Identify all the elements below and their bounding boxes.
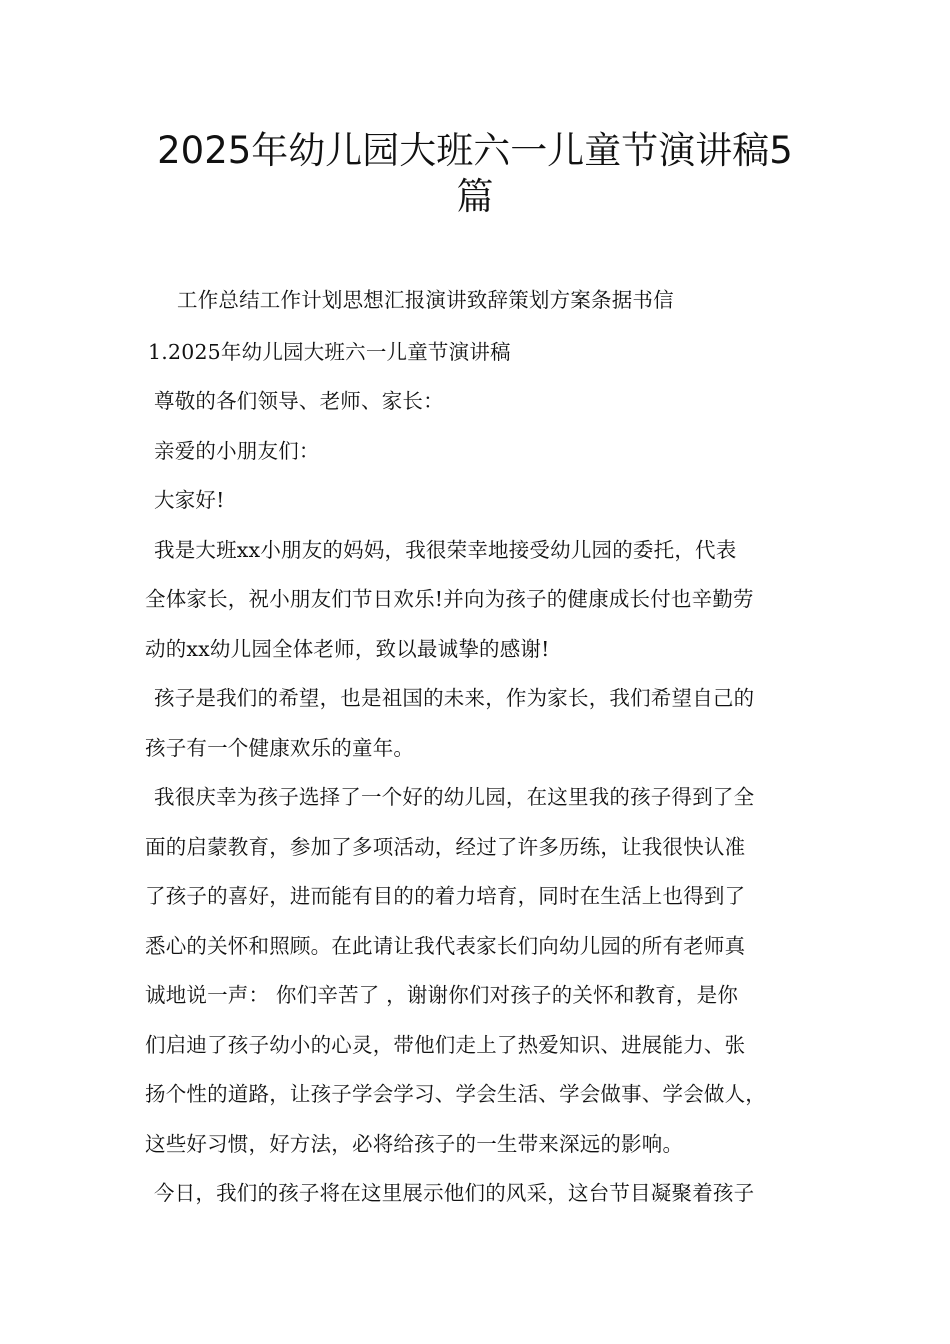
title-line-1: 2025年幼儿园大班六一儿童节演讲稿5 — [157, 129, 793, 172]
paragraph-line: 我很庆幸为孩子选择了一个好的幼儿园，在这里我的孩子得到了全 — [154, 785, 755, 809]
title-line-2: 篇 — [456, 175, 494, 218]
paragraph-line: 尊敬的各们领导、老师、家长： — [154, 389, 444, 413]
section-heading: 1.2025年幼儿园大班六一儿童节演讲稿 — [148, 340, 511, 364]
paragraph-line: 我是大班xx小朋友的妈妈，我很荣幸地接受幼儿园的委托，代表 — [154, 538, 737, 562]
paragraph-line: 们启迪了孩子幼小的心灵，带他们走上了热爱知识、进展能力、张 — [145, 1033, 746, 1057]
paragraph-line: 大家好! — [154, 488, 225, 512]
paragraph-line: 诚地说一声： 你们辛苦了 ，谢谢你们对孩子的关怀和教育，是你 — [145, 983, 739, 1007]
paragraph-line: 了孩子的喜好，进而能有目的的着力培育，同时在生活上也得到了 — [145, 884, 746, 908]
category-line: 工作总结工作计划思想汇报演讲致辞策划方案条据书信 — [177, 288, 674, 312]
paragraph-line: 动的xx幼儿园全体老师，致以最诚挚的感谢! — [145, 637, 550, 661]
document-title — [120, 128, 830, 220]
paragraph-line: 悉心的关怀和照顾。在此请让我代表家长们向幼儿园的所有老师真 — [145, 934, 746, 958]
paragraph-line: 今日，我们的孩子将在这里展示他们的风采，这台节目凝聚着孩子 — [154, 1181, 755, 1205]
paragraph-line: 扬个性的道路，让孩子学会学习、学会生活、学会做事、学会做人， — [145, 1082, 766, 1106]
paragraph-line: 亲爱的小朋友们： — [154, 439, 320, 463]
paragraph-line: 全体家长，祝小朋友们节日欢乐!并向为孩子的健康成长付也辛勤劳 — [145, 587, 754, 611]
paragraph-line: 面的启蒙教育，参加了多项活动，经过了许多历练，让我很快认准 — [145, 835, 746, 859]
paragraph-line: 这些好习惯，好方法，必将给孩子的一生带来深远的影响。 — [145, 1132, 684, 1156]
paragraph-line: 孩子是我们的希望，也是祖国的未来，作为家长，我们希望自己的 — [154, 686, 755, 710]
paragraph-line: 孩子有一个健康欢乐的童年。 — [145, 736, 415, 760]
